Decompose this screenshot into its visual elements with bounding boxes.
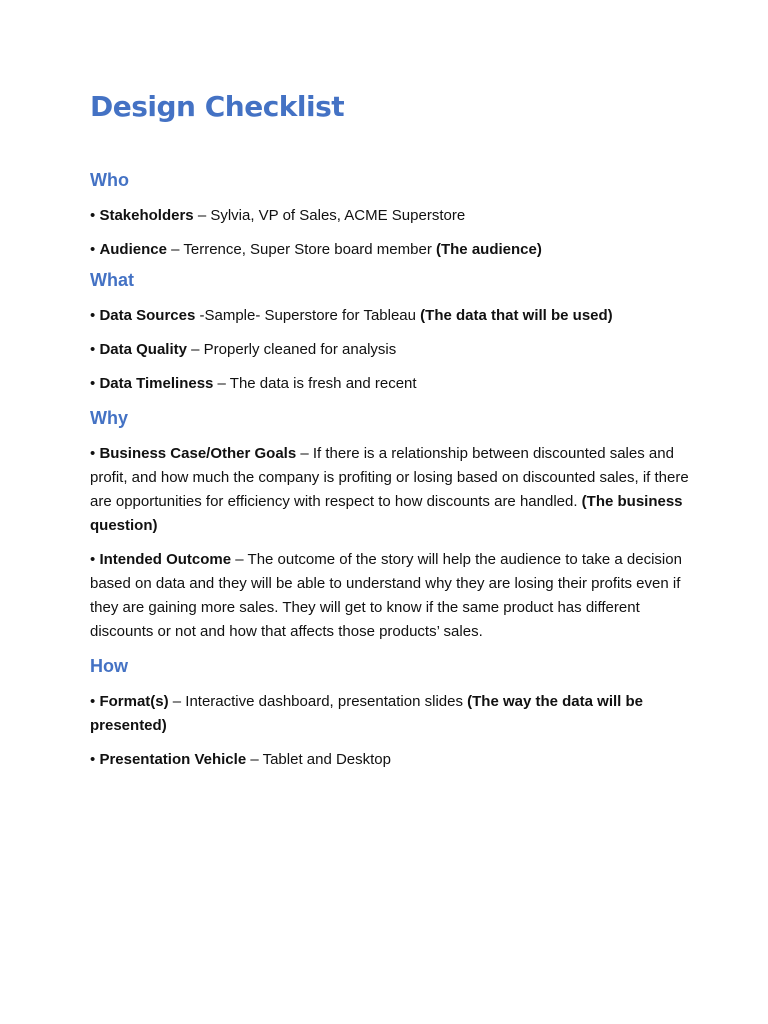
bullet-text: – Tablet and Desktop: [246, 751, 391, 768]
bullet-symbol: •: [90, 445, 96, 462]
bullet-symbol: •: [90, 307, 96, 324]
bullet-note: (The way the data will be presented): [90, 693, 643, 734]
bullet-data-sources: [90, 304, 690, 328]
bullet-note: (The audience): [435, 241, 542, 258]
bullet-symbol: •: [90, 241, 96, 258]
bullet-symbol: •: [90, 693, 96, 710]
bullet-note: (The business question): [90, 493, 683, 534]
bullet-text: – Properly cleaned for analysis: [186, 341, 397, 358]
section-heading-what: What: [90, 270, 134, 290]
bullet-intended-outcome: [90, 548, 690, 644]
document-page: [90, 88, 690, 782]
bullet-symbol: •: [90, 751, 96, 768]
bullet-term: Format(s): [99, 693, 169, 710]
bullet-formats: [90, 690, 690, 738]
bullet-symbol: •: [90, 375, 96, 392]
bullet-text: -Sample- Superstore for Tableau: [195, 307, 421, 324]
bullet-term: Data Quality: [99, 341, 187, 358]
bullet-data-timeliness: [90, 372, 690, 396]
bullet-text: – Terrence, Super Store board member: [166, 241, 436, 258]
bullet-text: – The outcome of the story will help the audience to take a decision based on data and they will be able to understand why they are losing their profits even if they are gaining more sales. They will get to know if the same product has different discounts or not and how that affects those products’ sales.: [90, 551, 682, 640]
bullet-term: Stakeholders: [99, 207, 194, 224]
section-heading-who: Who: [90, 170, 129, 190]
bullet-term: Intended Outcome: [99, 551, 232, 568]
document-title: Design Checklist: [90, 90, 345, 123]
bullet-text: – Interactive dashboard, presentation slides: [168, 693, 468, 710]
bullet-note: (The data that will be used): [420, 307, 613, 324]
bullet-data-quality: [90, 338, 690, 362]
bullet-text: – Sylvia, VP of Sales, ACME Superstore: [193, 207, 466, 224]
bullet-term: Audience: [99, 241, 167, 258]
bullet-term: Data Sources: [99, 307, 196, 324]
bullet-symbol: •: [90, 207, 96, 224]
bullet-term: Business Case/Other Goals: [99, 445, 297, 462]
bullet-term: Presentation Vehicle: [99, 751, 247, 768]
bullet-symbol: •: [90, 341, 96, 358]
bullet-text: – The data is fresh and recent: [213, 375, 417, 392]
bullet-symbol: •: [90, 551, 96, 568]
bullet-audience: [90, 238, 690, 262]
bullet-stakeholders: [90, 204, 690, 228]
bullet-term: Data Timeliness: [99, 375, 214, 392]
section-heading-why: Why: [90, 408, 128, 428]
bullet-presentation-vehicle: [90, 748, 690, 772]
bullet-business-case: [90, 442, 690, 538]
bullet-text: – If there is a relationship between discounted sales and profit, and how much the company is profiting or losing based on discounted sales, if there are opportunities for efficiency with respect to how discounts are handled.: [90, 445, 689, 510]
section-heading-how: How: [90, 656, 128, 676]
